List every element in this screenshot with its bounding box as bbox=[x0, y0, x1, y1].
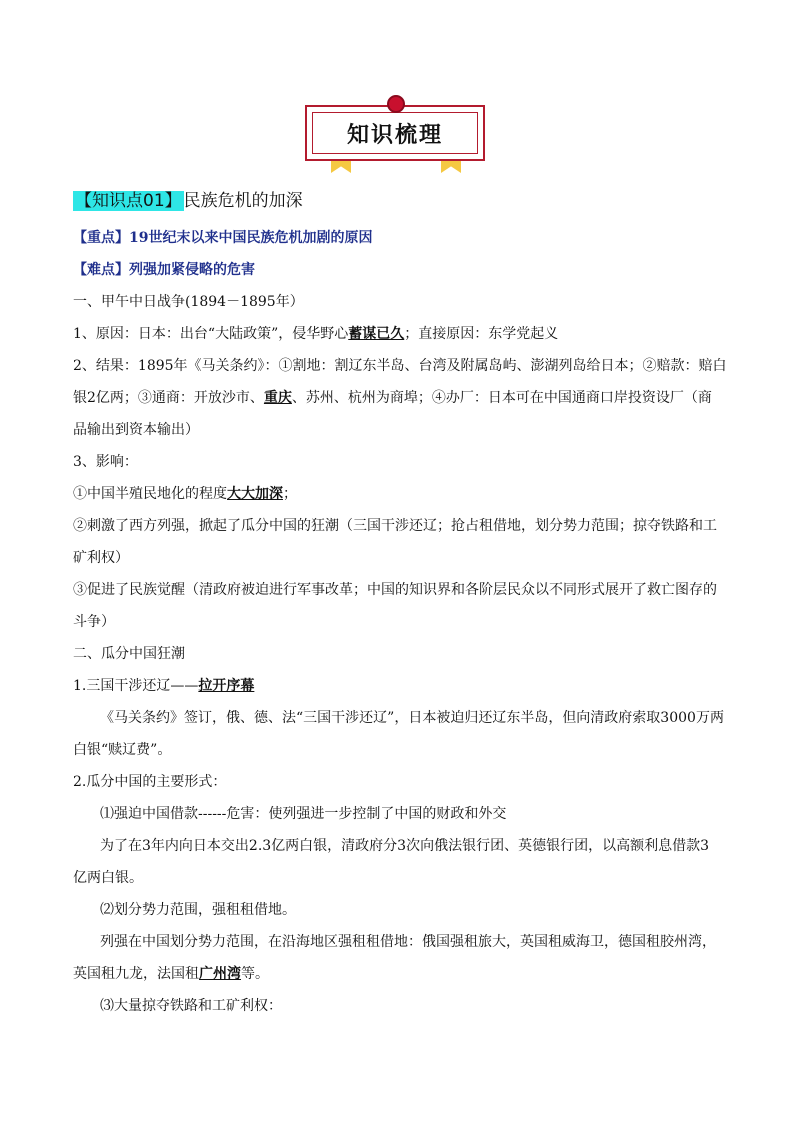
section-2-heading: 二、瓜分中国狂潮 bbox=[73, 646, 185, 662]
difficult-point-text: 列强加紧侵略的危害 bbox=[129, 262, 255, 278]
difficult-point-tag: 【难点】 bbox=[73, 262, 129, 278]
badge-inner-frame bbox=[312, 112, 478, 154]
section-badge bbox=[305, 95, 485, 165]
form-3-heading: ⑶大量掠夺铁路和工矿利权： bbox=[100, 998, 282, 1014]
knowledge-point-title: 民族危机的加深 bbox=[183, 191, 303, 211]
result-line-3: 品输出到资本输出） bbox=[73, 422, 199, 438]
difficult-point bbox=[73, 260, 255, 280]
form-2-emphasis: 广州湾 bbox=[199, 966, 241, 982]
impact-3-line-1: ③促进了民族觉醒（清政府被迫进行军事改革；中国的知识界和各阶层民众以不同形式展开了救亡图存的 bbox=[73, 582, 717, 598]
impact-3-line-2: 斗争） bbox=[73, 614, 115, 630]
form-1-text-line-1: 为了在3年内向日本交出2.3亿两白银，清政府分3次向俄法银行团、英德银行团，以高额利息借款3 bbox=[100, 838, 709, 854]
impact-2-line-1: ②刺激了西方列强，掀起了瓜分中国的狂潮（三国干涉还辽；抢占租借地，划分势力范围；掠夺铁路和工 bbox=[73, 518, 717, 534]
impact-1-end: ； bbox=[283, 486, 297, 502]
cause-paragraph bbox=[73, 324, 558, 344]
form-2-text-c: 等。 bbox=[241, 966, 269, 982]
impact-1-text: ①中国半殖民地化的程度 bbox=[73, 486, 227, 502]
form-2-text-line-2 bbox=[73, 964, 269, 984]
result-text-c: 、苏州、杭州为商埠；④办厂：日本可在中国通商口岸投资设厂（商 bbox=[291, 390, 712, 406]
point-1-heading bbox=[73, 676, 254, 696]
result-text-a: 银2亿两；③通商：开放沙市、 bbox=[73, 390, 264, 406]
point-1-emphasis: 拉开序幕 bbox=[198, 678, 255, 694]
form-2-heading: ⑵划分势力范围，强租租借地。 bbox=[100, 902, 296, 918]
badge-title: 知识梳理 bbox=[346, 122, 443, 148]
key-point-text: 19世纪末以来中国民族危机加剧的原因 bbox=[129, 230, 373, 246]
cause-emphasis: 蓄谋已久 bbox=[348, 326, 405, 342]
form-2-text-a: 英国租九龙，法国租 bbox=[73, 966, 199, 982]
result-line-2 bbox=[73, 388, 712, 408]
section-1-heading: 一、甲午中日战争(1894－1895年） bbox=[73, 294, 304, 310]
result-emphasis: 重庆 bbox=[263, 390, 292, 406]
impact-1-emphasis: 大大加深 bbox=[227, 486, 283, 502]
impact-2-line-2: 矿利权） bbox=[73, 550, 129, 566]
impact-heading: 3、影响： bbox=[73, 454, 138, 470]
form-1-text-line-2: 亿两白银。 bbox=[73, 870, 143, 886]
point-1-paragraph-line-2: 白银“赎辽费”。 bbox=[73, 742, 172, 758]
result-line-1: 2、结果：1895年《马关条约》：①割地：割辽东半岛、台湾及附属岛屿、澎湖列岛给日本；②赔款：赔白 bbox=[73, 358, 727, 374]
knowledge-point-tag: 【知识点01】 bbox=[75, 191, 182, 211]
badge-frame bbox=[305, 105, 485, 161]
point-1-paragraph-line-1: 《马关条约》签订，俄、德、法“三国干涉还辽”，日本被迫归还辽东半岛，但向清政府索取3000万两 bbox=[100, 710, 724, 726]
point-1-text: 1.三国干涉还辽—— bbox=[73, 678, 199, 694]
form-1-heading: ⑴强迫中国借款------危害：使列强进一步控制了中国的财政和外交 bbox=[100, 806, 507, 822]
key-point bbox=[73, 228, 372, 248]
cause-direct-text: ；直接原因：东学党起义 bbox=[404, 326, 559, 342]
point-2-heading: 2.瓜分中国的主要形式： bbox=[73, 774, 227, 790]
knowledge-point-heading bbox=[73, 188, 303, 214]
impact-1 bbox=[73, 484, 297, 504]
cause-text: 1、原因：日本：出台“大陆政策”，侵华野心 bbox=[73, 326, 349, 342]
form-2-text-line-1: 列强在中国划分势力范围，在沿海地区强租租借地：俄国强租旅大，英国租威海卫，德国租胶州湾， bbox=[100, 934, 716, 950]
pin-dot-icon bbox=[387, 95, 405, 113]
key-point-tag: 【重点】 bbox=[73, 230, 129, 246]
